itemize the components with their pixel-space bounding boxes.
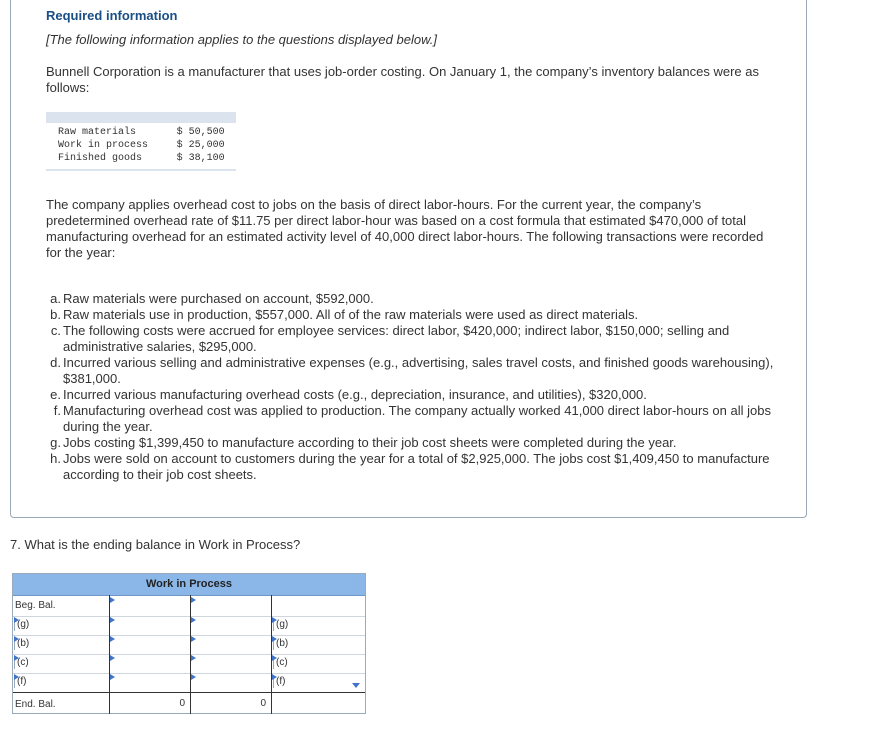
debit-input-marker[interactable] [110,597,115,603]
total-divider [13,692,365,693]
credit-input-marker[interactable] [191,636,196,642]
end-bal-label: End. Bal. [15,699,56,710]
label-select-marker[interactable] [272,655,277,661]
debit-input-marker[interactable] [110,636,115,642]
table-row [46,118,236,140]
label-select-marker[interactable] [272,674,277,680]
table-row [46,139,236,152]
t-account-title: Work in Process [13,574,365,596]
list-item [46,307,776,323]
list-item [46,451,776,483]
credit-input-marker[interactable] [191,655,196,661]
inventory-name: Raw materials [58,127,137,138]
intro-paragraph: Bunnell Corporation is a manufacturer that uses job-order costing. On January 1, the company’s inventory balances were as follows: [46,64,759,95]
debit-input-marker[interactable] [110,655,115,661]
credit-label-select[interactable]: (b) [273,638,288,650]
item-letter: e. [50,387,61,402]
item-letter: b. [50,307,61,322]
item-text: Jobs were sold on account to customers during the year for a total of $2,925,000. The jobs cost $1,409,450 to manufacture according to their job cost sheets. [63,451,770,482]
transactions-list [46,291,776,483]
credit-input-marker[interactable] [191,597,196,603]
item-text: Incurred various selling and administrative expenses (e.g., advertising, sales travel costs, and finished goods warehousing), $381,000. [63,355,774,386]
row-divider [13,635,365,636]
inventory-value: $ 50,500 [176,127,225,138]
item-letter: a. [50,291,61,306]
debit-label-select[interactable]: (b) [14,638,29,650]
credit-total: 0 [260,698,266,709]
credit-input-marker[interactable] [191,674,196,680]
item-text: Raw materials use in production, $557,000. All of of the raw materials were used as direct materials. [63,307,639,322]
credit-label-select[interactable]: (c) [273,657,288,669]
item-letter: h. [50,451,61,466]
table-row [46,152,236,170]
item-text: Incurred various manufacturing overhead costs (e.g., depreciation, insurance, and utilities), $320,000. [63,387,647,402]
info-note: [The following information applies to the questions displayed below.] [46,32,437,47]
credit-label-select[interactable]: (f) [273,676,285,688]
item-text: Jobs costing $1,399,450 to manufacture according to their job cost sheets were completed during the year. [63,435,677,450]
question-text: 7. What is the ending balance in Work in Process? [10,537,301,552]
item-text: Raw materials were purchased on account, $592,000. [63,291,374,306]
inventory-name: Work in process [58,140,149,151]
inventory-balances-table [46,112,236,171]
credit-label-select[interactable]: (g) [273,619,288,631]
inventory-name: Finished goods [58,153,143,164]
inventory-value: $ 38,100 [176,153,225,164]
label-select-marker[interactable] [14,636,19,642]
item-letter: c. [50,323,61,338]
inventory-value: $ 25,000 [176,140,225,151]
list-item [46,435,776,451]
item-letter: d. [50,355,61,370]
list-item [46,323,776,355]
required-info-title: Required information [46,8,178,23]
debit-label-select[interactable]: (c) [14,657,29,669]
debit-input-marker[interactable] [110,674,115,680]
label-select-marker[interactable] [272,617,277,623]
row-divider [13,654,365,655]
list-item [46,355,776,387]
debit-label-select[interactable]: (f) [14,676,26,688]
list-item [46,387,776,403]
debit-input-marker[interactable] [110,617,115,623]
item-text: Manufacturing overhead cost was applied to production. The company actually worked 41,000 direct labor-hours on all jobs during the year. [63,403,771,434]
work-in-process-t-account [12,573,366,714]
overhead-paragraph: The company applies overhead cost to jobs on the basis of direct labor-hours. For the current year, the company’s predetermined overhead rate of $11.75 per direct labor-hour was based on a cost formula that estimated $470,000 of total manufacturing overhead for an estimated activity level of 40,000 direct labor-hours. The following transactions were recorded for the year: [46,197,764,260]
credit-input-marker[interactable] [191,617,196,623]
list-item [46,291,776,307]
row-divider [13,673,365,674]
label-select-marker[interactable] [14,617,19,623]
label-select-marker[interactable] [272,636,277,642]
debit-label-select[interactable]: (g) [14,619,29,631]
label-select-marker[interactable] [14,655,19,661]
beg-bal-label: Beg. Bal. [15,600,56,611]
list-item [46,403,776,435]
row-divider [13,616,365,617]
item-letter: f. [53,403,61,418]
item-letter: g. [50,435,61,450]
chevron-down-icon[interactable] [352,683,360,688]
item-text: The following costs were accrued for employee services: direct labor, $420,000; indirect labor, $150,000; selling and administrative salaries, $295,000. [63,323,730,354]
debit-total: 0 [179,698,185,709]
label-select-marker[interactable] [14,674,19,680]
